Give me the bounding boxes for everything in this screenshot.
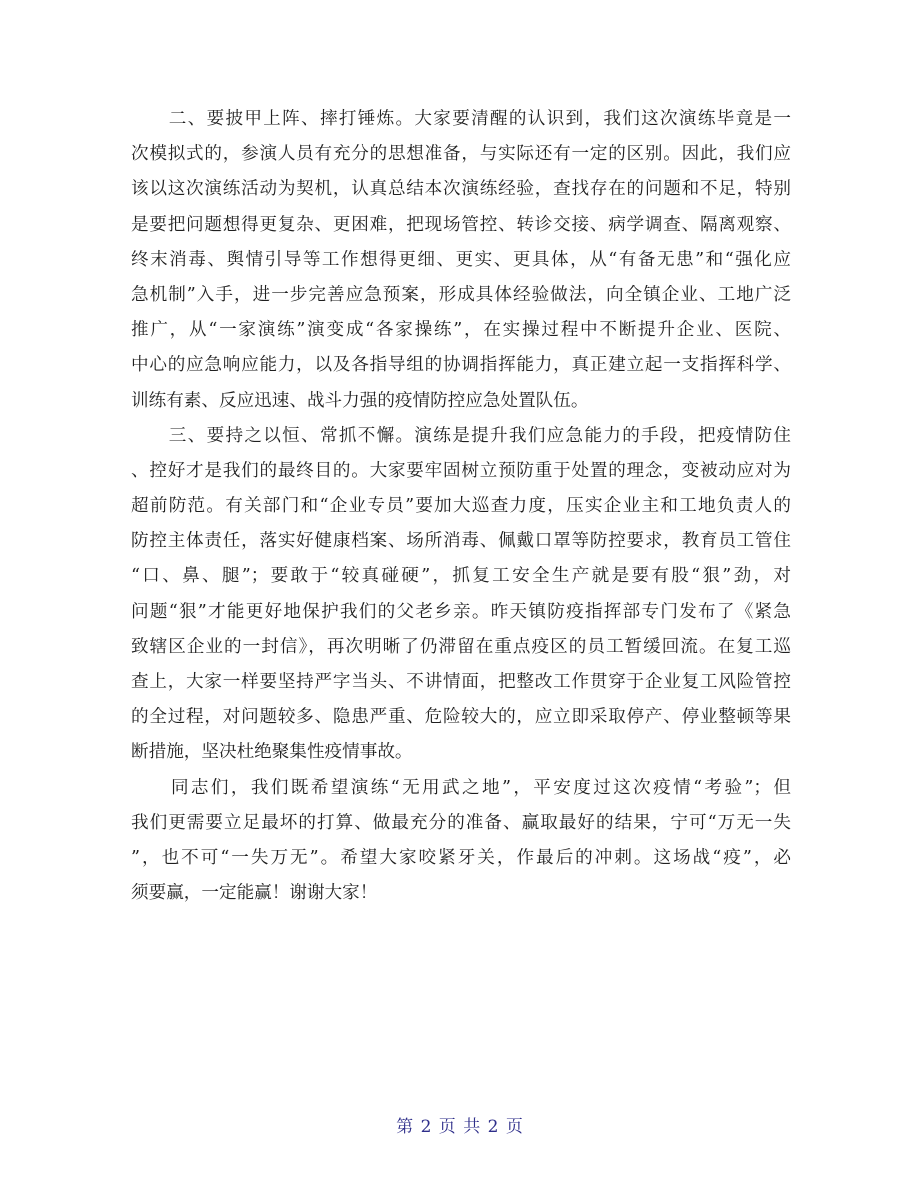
text-line: 超前防范。有关部门和“企业专员”要加大巡查力度，压实企业主和工地负责人的 bbox=[131, 496, 791, 517]
text-line: ”，也不可“一失万无”。希望大家咬紧牙关，作最后的冲刺。这场战“疫”，必 bbox=[131, 847, 791, 868]
text-line: 中心的应急响应能力，以及各指导组的协调指挥能力，真正建立起一支指挥科学、 bbox=[131, 355, 791, 376]
text-line: 同志们，我们既希望演练“无用武之地”，平安度过这次疫情“考验”；但 bbox=[131, 777, 791, 798]
text-line: 致辖区企业的一封信》，再次明晰了仍滞留在重点疫区的员工暂缓回流。在复工巡 bbox=[131, 636, 791, 657]
paragraph-3 bbox=[131, 419, 791, 771]
text-line: 断措施，坚决杜绝聚集性疫情事故。 bbox=[131, 742, 413, 763]
text-line: 、控好才是我们的最终目的。大家要牢固树立预防重于处置的理念，变被动应对为 bbox=[131, 460, 791, 481]
text-line: 防控主体责任，落实好健康档案、场所消毒、佩戴口罩等防控要求，教育员工管住 bbox=[131, 531, 791, 552]
text-line: 三、要持之以恒、常抓不懈。演练是提升我们应急能力的手段，把疫情防住 bbox=[131, 425, 791, 446]
paragraph-2 bbox=[131, 102, 791, 419]
text-line: “口、鼻、腿”；要敢于“较真碰硬”，抓复工安全生产就是要有股“狠”劲，对 bbox=[131, 566, 791, 587]
text-line: 我们更需要立足最坏的打算、做最充分的准备、赢取最好的结果，宁可“万无一失 bbox=[131, 812, 791, 833]
text-line: 二、要披甲上阵、摔打锤炼。大家要清醒的认识到，我们这次演练毕竟是一 bbox=[131, 109, 791, 129]
text-line: 问题“狠”才能更好地保护我们的父老乡亲。昨天镇防疫指挥部专门发布了《紧急 bbox=[131, 601, 791, 622]
text-line: 的全过程，对问题较多、隐患严重、危险较大的，应立即采取停产、停业整顿等果 bbox=[131, 707, 791, 728]
text-line: 次模拟式的，参演人员有充分的思想准备，与实际还有一定的区别。因此，我们应 bbox=[131, 144, 791, 165]
paragraph-closing bbox=[131, 771, 791, 912]
text-line: 推广，从“一家演练”演变成“各家操练”，在实操过程中不断提升企业、医院、 bbox=[131, 320, 791, 341]
document-body bbox=[131, 102, 791, 911]
text-line: 须要赢，一定能赢！谢谢大家！ bbox=[131, 883, 378, 904]
text-line: 急机制”入手，进一步完善应急预案，形成具体经验做法，向全镇企业、工地广泛 bbox=[131, 284, 791, 305]
text-line: 该以这次演练活动为契机，认真总结本次演练经验，查找存在的问题和不足，特别 bbox=[131, 179, 791, 200]
text-line: 训练有素、反应迅速、战斗力强的疫情防控应急处置队伍。 bbox=[131, 390, 589, 411]
text-line: 查上，大家一样要坚持严字当头、不讲情面，把整改工作贯穿于企业复工风险管控 bbox=[131, 672, 791, 692]
text-line: 是要把问题想得更复杂、更困难，把现场管控、转诊交接、病学调查、隔离观察、 bbox=[131, 214, 791, 235]
page-number-footer: 第 2 页 共 2 页 bbox=[396, 1117, 524, 1137]
text-line: 终末消毒、舆情引导等工作想得更细、更实、更具体，从“有备无患”和“强化应 bbox=[131, 249, 791, 270]
